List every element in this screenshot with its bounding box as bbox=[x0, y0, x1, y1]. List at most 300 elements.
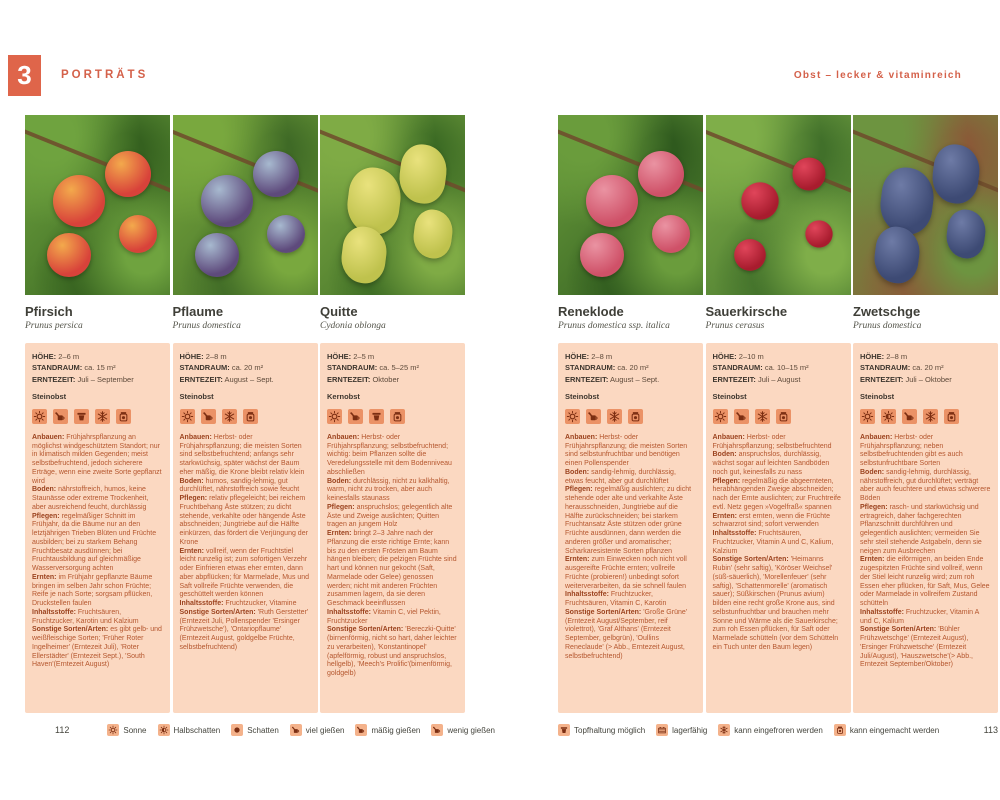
section-text: Fruchtzucker, Fruchtsäuren, Vitamin C, Karotin bbox=[565, 591, 667, 607]
fruit-shape bbox=[741, 182, 778, 219]
fruit-shape bbox=[805, 220, 832, 247]
watering-can-icon bbox=[348, 409, 363, 424]
info-section bbox=[327, 530, 458, 609]
section-text: regelmäßig die abgeernteten, herabhängenden Zweige abschneiden; nach der Ernte auslichten; zur Fruchtreife evtl. Netz gegen »Vogelfraß« spannen bbox=[712, 477, 841, 511]
sun-icon bbox=[327, 409, 342, 424]
fruit-shape bbox=[638, 151, 684, 197]
section-text: vollreif, wenn der Fruchtstiel leicht runzelig ist; zum sofortigen Verzehr oder Einfrieren etwas eher ernten, dann aber abpflücken; für Marmelade, Mus und Saft vollreife Früchte verwenden, die geschüttelt werden können bbox=[179, 547, 310, 599]
fact-row bbox=[327, 362, 458, 373]
legend-label: wenig gießen bbox=[447, 725, 495, 735]
fruit-shape bbox=[53, 175, 105, 227]
fact-label: STANDRAUM: bbox=[32, 363, 83, 373]
fruit-category: Steinobst bbox=[860, 391, 895, 401]
info-section bbox=[860, 434, 991, 469]
fact-label: ERNTEZEIT: bbox=[327, 374, 371, 384]
section-text: durchlässig, nicht zu kalkhaltig, warm, nicht zu trocken, aber auch keinesfalls staunass bbox=[327, 477, 450, 502]
page-number-left: 112 bbox=[55, 725, 70, 735]
info-section bbox=[327, 609, 458, 627]
running-header: Obst – lecker & vitaminreich bbox=[793, 70, 962, 81]
section-text: humos, sandig-lehmig, gut durchlüftet, nährstoffreich sowie feucht bbox=[179, 477, 300, 494]
legend-right bbox=[558, 724, 939, 736]
fruit-info-card bbox=[320, 343, 465, 713]
info-section bbox=[565, 591, 696, 609]
legend-item bbox=[290, 724, 345, 736]
section-label: Pflegen: bbox=[565, 486, 593, 494]
fact-label: HÖHE: bbox=[179, 352, 204, 361]
section-label: Inhaltsstoffe: bbox=[565, 591, 609, 599]
fruit-entry bbox=[558, 115, 703, 713]
legend-item bbox=[558, 724, 645, 736]
jar-icon bbox=[834, 724, 846, 736]
snowflake-icon bbox=[718, 724, 730, 736]
legend-label: viel gießen bbox=[305, 725, 345, 735]
info-section bbox=[860, 504, 991, 557]
jar-icon bbox=[944, 409, 959, 424]
section-label: Anbauen: bbox=[327, 433, 360, 441]
legend-left bbox=[107, 724, 495, 736]
info-sections bbox=[32, 434, 163, 670]
fruit-entry bbox=[853, 115, 998, 713]
fact-row bbox=[180, 374, 311, 385]
fact-value: 2–6 m bbox=[58, 352, 80, 361]
watering-can-icon bbox=[53, 409, 68, 424]
fact-label: ERNTEZEIT: bbox=[32, 374, 76, 384]
section-text: sandig-lehmig, durchlässig, etwas feucht, aber gut durchlüftet bbox=[565, 468, 676, 485]
info-section bbox=[860, 469, 991, 504]
section-label: Sonstige Sorten/Arten: bbox=[327, 626, 404, 634]
info-section bbox=[32, 574, 163, 609]
watering-can-icon bbox=[734, 409, 749, 424]
info-section bbox=[180, 548, 311, 601]
info-section bbox=[327, 504, 458, 530]
section-label: Anbauen: bbox=[860, 433, 893, 441]
legend-label: kann eingemacht werden bbox=[849, 725, 940, 735]
section-text: Fruchtzucker, Vitamine bbox=[225, 600, 297, 607]
branch-decoration bbox=[706, 126, 851, 202]
section-text: Fruchtsäuren, Fruchtzucker, Vitamin A und C, Kalium, Kalzium bbox=[712, 530, 834, 555]
section-text: 'Bereczki-Quitte' (birnenförmig, nicht so hart, daher leichter zu verarbeiten), 'Konstantinopel' (apfelförmig, robust und anspruchslos, hellgelb), 'Meech's Prolific'(birnenförmig, goldgelb) bbox=[327, 626, 457, 677]
half-sun-icon bbox=[158, 724, 170, 736]
info-sections bbox=[713, 434, 844, 653]
fruit-latin-name: Prunus domestica ssp. italica bbox=[558, 321, 670, 331]
section-text: Frühjahrspflanzung an möglichst windgeschütztem Standort; nur in klimatisch milden Gegenden; meist selbstbefruchtend, jedoch sicherere Erträge, wenn eine zweite Sorte gepflanzt wird bbox=[32, 433, 162, 485]
fruit-shape bbox=[411, 206, 454, 262]
watering-can-icon bbox=[902, 409, 917, 424]
info-section bbox=[565, 434, 696, 469]
info-section bbox=[327, 626, 458, 679]
section-text: es gibt gelb- und weißfleischige Sorten; 'Früher Roter Ingelheimer' (Erntezeit Juli), 'Roter Ellerstädter' (Erntezeit Sept.), 'South Haven'(Erntezeit August) bbox=[32, 626, 162, 669]
legend-label: Schatten bbox=[247, 725, 279, 735]
info-section bbox=[327, 434, 458, 478]
crate-icon bbox=[656, 724, 668, 736]
attribute-icon-row bbox=[180, 409, 311, 424]
section-label: Sonstige Sorten/Arten: bbox=[32, 626, 109, 634]
sun-icon bbox=[713, 409, 728, 424]
fact-label: ERNTEZEIT: bbox=[565, 374, 609, 384]
section-label: Pflegen: bbox=[860, 503, 888, 511]
section-text: Herbst- oder Frühjahrspflanzung; selbstbefruchtend bbox=[712, 433, 832, 450]
section-text: bringt 2–3 Jahre nach der Pflanzung die erste richtige Ernte; kann bis zu den ersten Frösten am Baum hängen bleiben; die pelzigen Früchte sind hart und können nur gekocht (Saft, Marmelade oder Gelee) genossen werden; nicht mit anderen Früchten zusammen lagern, da sie deren Geschmack beeinflussen bbox=[327, 530, 457, 607]
fruit-latin-name: Cydonia oblonga bbox=[320, 321, 386, 331]
legend-label: Halbschatten bbox=[173, 725, 221, 735]
legend-item bbox=[431, 724, 495, 736]
fact-value: ca. 15 m² bbox=[84, 363, 116, 373]
section-label: Inhaltsstoffe: bbox=[32, 608, 76, 616]
legend-label: kann eingefroren werden bbox=[734, 725, 823, 735]
section-text: Herbst- oder Frühjahrspflanzung; neben selbstbefruchtenden gibt es auch selbstunfruchtbare Sorten bbox=[860, 433, 963, 467]
fruit-entry bbox=[320, 115, 465, 713]
section-label: Anbauen: bbox=[565, 433, 598, 441]
info-section bbox=[180, 478, 311, 496]
section-text: nährstoffreich, humos, keine Staunässe oder extreme Trockenheit, aber ausreichend feucht, durchlässig bbox=[32, 486, 149, 511]
fruit-category: Steinobst bbox=[32, 391, 67, 401]
section-text: die eiförmigen, an beiden Ende zugespitzten Früchte sind vollreif, wenn der Stiel leicht runzelig wird; zum roh Essen eher pflücken, für Saft, Mus, Gelee oder Marmelade in vollreifem Zustand schütteln bbox=[860, 556, 990, 607]
fruit-info-card bbox=[853, 343, 998, 713]
info-section bbox=[565, 469, 696, 487]
fact-value: 2–8 m bbox=[886, 352, 908, 361]
fact-value: ca. 20 m² bbox=[912, 363, 944, 373]
info-section bbox=[32, 626, 163, 670]
fact-label: HÖHE: bbox=[327, 352, 352, 361]
watering-can-icon bbox=[290, 724, 302, 736]
info-section bbox=[713, 556, 844, 652]
fact-row bbox=[565, 362, 696, 373]
fact-label: ERNTEZEIT: bbox=[179, 374, 223, 384]
fact-row bbox=[713, 374, 844, 385]
snowflake-icon bbox=[95, 409, 110, 424]
legend-item bbox=[231, 724, 279, 736]
fact-value: 2–5 m bbox=[353, 352, 375, 361]
fruit-shape bbox=[253, 151, 299, 197]
fruit-name: Pflaume bbox=[172, 304, 224, 319]
section-label: Boden: bbox=[712, 451, 737, 459]
fact-label: HÖHE: bbox=[712, 352, 737, 361]
fruit-shape bbox=[930, 140, 983, 207]
fruit-shape bbox=[792, 157, 825, 190]
fruit-photo bbox=[706, 115, 851, 295]
fruit-shape bbox=[586, 175, 638, 227]
chapter-number-tab bbox=[8, 55, 41, 96]
info-section bbox=[565, 556, 696, 591]
section-text: regelmäßiger Schnitt im Frühjahr, da die Bäume nur an den letztjährigen Trieben Blüten und Früchte ausbilden; bei zu starkem Behang Fruchtbesatz ausdünnen; bei Fruchtausbildung auf gleichmäßige Wasserversorgung achten bbox=[32, 512, 157, 572]
legend-label: mäßig gießen bbox=[371, 725, 421, 735]
section-text: zum Einwecken noch nicht voll ausgereifte Früchte ernten; vollreife Früchte (probieren!) unbedingt sofort weiterverarbeiten, da sie schnell faulen bbox=[565, 556, 687, 590]
fact-label: STANDRAUM: bbox=[565, 363, 616, 373]
snowflake-icon bbox=[923, 409, 938, 424]
section-label: Boden: bbox=[179, 477, 204, 485]
sun-icon bbox=[860, 409, 875, 424]
section-text: 'Große Grüne' (Erntezeit August/September, reif violettrot), 'Graf Althans' (Erntezeit September, gelbgrün), 'Oullins Reneclaude' (> Abb., Erntezeit August, selbstbefruchtend) bbox=[565, 608, 688, 660]
jar-icon bbox=[390, 409, 405, 424]
fact-label: STANDRAUM: bbox=[327, 363, 378, 373]
fact-value: ca. 5–25 m² bbox=[379, 363, 419, 373]
fruit-shape bbox=[652, 215, 690, 253]
info-sections bbox=[327, 434, 458, 679]
section-label: Ernten: bbox=[565, 556, 590, 564]
legend-item bbox=[158, 724, 221, 736]
fruit-shape bbox=[734, 239, 766, 271]
section-text: Herbst- oder Frühjahrspflanzung; die meisten Sorten sind selbstunfruchtbar und benötigen einen Pollenspender bbox=[565, 433, 688, 467]
legend-item bbox=[656, 724, 707, 736]
legend-label: Topfhaltung möglich bbox=[574, 725, 646, 735]
fruit-category: Steinobst bbox=[179, 391, 214, 401]
fruit-name: Sauerkirsche bbox=[705, 304, 788, 319]
snowflake-icon bbox=[755, 409, 770, 424]
fact-row bbox=[565, 351, 696, 362]
fact-row bbox=[860, 362, 991, 373]
info-section bbox=[713, 513, 844, 531]
info-sections bbox=[565, 434, 696, 662]
section-label: Ernten: bbox=[179, 547, 204, 555]
watering-can-icon bbox=[586, 409, 601, 424]
fruit-shape bbox=[119, 215, 157, 253]
page-left bbox=[25, 115, 465, 713]
shade-icon bbox=[231, 724, 243, 736]
fact-row bbox=[713, 362, 844, 373]
section-text: sandig-lehmig, durchlässig, nährstoffreich, gut durchlüftet; verträgt aber auch feuchtere und etwas schwerere Böden bbox=[860, 468, 991, 502]
fruit-info-card bbox=[558, 343, 703, 713]
section-label: Anbauen: bbox=[32, 433, 65, 441]
fruit-shape bbox=[47, 233, 91, 277]
fruit-latin-name: Prunus domestica bbox=[172, 321, 241, 331]
fact-value: August – Sept. bbox=[610, 374, 660, 384]
fact-row bbox=[327, 351, 458, 362]
section-label: Ernten: bbox=[327, 530, 352, 537]
section-label: Inhaltsstoffe: bbox=[179, 600, 224, 607]
fruit-columns-right bbox=[558, 115, 998, 713]
section-text: Herbst- oder Frühjahrspflanzung; die meisten Sorten sind selbstbefruchtend; anfangs sehr starkwüchsig, später wächst der Baum eher mäßig, die Krone bleibt relativ klein bbox=[179, 433, 305, 476]
info-section bbox=[32, 486, 163, 512]
fruit-name: Quitte bbox=[320, 304, 358, 319]
info-section bbox=[713, 434, 844, 452]
fruit-info-card bbox=[25, 343, 170, 713]
attribute-icon-row bbox=[327, 409, 458, 424]
fact-row bbox=[327, 374, 458, 385]
section-label: Pflegen: bbox=[712, 477, 741, 485]
section-label: Sonstige Sorten/Arten: bbox=[179, 608, 256, 616]
section-label: Inhaltsstoffe: bbox=[327, 608, 371, 616]
section-text: Fruchtsäuren, Fruchtzucker, Karotin und Kalzium bbox=[32, 608, 139, 625]
fact-value: Oktober bbox=[372, 374, 400, 384]
section-label: Sonstige Sorten/Arten: bbox=[565, 608, 642, 616]
fact-label: STANDRAUM: bbox=[179, 363, 230, 373]
section-text: erst ernten, wenn die Früchte schwarzrot sind; sofort verwenden bbox=[712, 512, 831, 529]
fruit-photo bbox=[25, 115, 170, 295]
info-section bbox=[860, 626, 991, 670]
section-text: Vitamin C, viel Pektin, Fruchtzucker bbox=[327, 608, 441, 625]
legend-item bbox=[107, 724, 146, 736]
fruit-shape bbox=[397, 140, 450, 207]
section-label: Inhaltsstoffe: bbox=[860, 608, 904, 616]
section-text: Herbst- oder Frühjahrspflanzung; selbstbefruchtend; wichtig: beim Pflanzen sollte die Veredelungsstelle mit dem Bodenniveau abschließen bbox=[327, 433, 452, 476]
fruit-category: Kernobst bbox=[327, 391, 360, 401]
jar-icon bbox=[116, 409, 131, 424]
section-label: Pflegen: bbox=[179, 495, 208, 502]
jar-icon bbox=[776, 409, 791, 424]
info-section bbox=[327, 478, 458, 504]
info-section bbox=[860, 609, 991, 627]
info-section bbox=[180, 495, 311, 548]
sun-icon bbox=[565, 409, 580, 424]
fruit-photo bbox=[558, 115, 703, 295]
section-title: PORTRÄTS bbox=[61, 69, 149, 81]
section-label: Anbauen: bbox=[712, 433, 745, 441]
section-label: Boden: bbox=[860, 468, 885, 476]
fact-label: STANDRAUM: bbox=[712, 363, 763, 373]
attribute-icon-row bbox=[860, 409, 991, 424]
fact-label: ERNTEZEIT: bbox=[860, 374, 904, 384]
fact-label: HÖHE: bbox=[565, 352, 590, 361]
info-sections bbox=[860, 434, 991, 670]
fact-label: ERNTEZEIT: bbox=[712, 374, 756, 384]
fruit-latin-name: Prunus cerasus bbox=[705, 321, 765, 331]
info-section bbox=[32, 513, 163, 574]
legend-item bbox=[718, 724, 823, 736]
fact-label: HÖHE: bbox=[32, 352, 57, 361]
section-label: Ernten: bbox=[712, 512, 737, 520]
section-label: Boden: bbox=[32, 486, 57, 494]
section-text: im Frühjahr gepflanzte Bäume bringen im selben Jahr schon Früchte; Reife je nach Sorte; sorgsam pflücken, Druckstellen faulen bbox=[32, 573, 153, 607]
fact-row bbox=[860, 374, 991, 385]
chapter-number: 3 bbox=[17, 60, 32, 90]
attribute-icon-row bbox=[713, 409, 844, 424]
section-text: 'Heimanns Rubin' (sehr saftig), 'Köröser Weichsel' (süß-säuerlich), 'Morellenfeuer' (sehr saftig), 'Schattenmorelle' (aromatisch sauer); Süßkirschen (Prunus avium) bilden eine recht große Krone aus, sind selbstunfruchtbar und brauchen mehr Sonne und Wärme als die Sauerkirsche; zum roh Essen pflücken, für Saft oder Marmelade schütteln (vor dem Schütteln ein Tuch unter den Baum legen) bbox=[712, 556, 839, 651]
fact-value: 2–8 m bbox=[205, 352, 227, 361]
section-label: Inhaltsstoffe: bbox=[712, 530, 757, 537]
fact-row bbox=[713, 351, 844, 362]
watering-can-icon bbox=[355, 724, 367, 736]
section-text: regelmäßig auslichten; zu dicht stehende oder alte und verkahlte Äste herausschneiden, Jungtriebe auf die Hälfte zurückschneiden; bei starkem Fruchtansatz Äste stützen oder grüne Früchte ausdünnen, dann werden die anderen größer und aromatischer; Scharkaresistente Sorten pflanzen bbox=[565, 486, 692, 555]
fruit-shape bbox=[580, 233, 624, 277]
watering-can-icon bbox=[431, 724, 443, 736]
fruit-entry bbox=[173, 115, 318, 713]
fact-row bbox=[32, 351, 163, 362]
pot-icon bbox=[74, 409, 89, 424]
fruit-shape bbox=[201, 175, 253, 227]
section-text: 'Bühler Frühzwetschge' (Erntezeit August), 'Ersinger Frühzwetsche' (Erntezeit Juli/August), 'Hauszwetsche'(> Abb., Erntezeit September/Oktober) bbox=[860, 626, 973, 669]
sun-icon bbox=[107, 724, 119, 736]
section-label: Anbauen: bbox=[179, 433, 212, 441]
fruit-columns-left bbox=[25, 115, 465, 713]
fact-row bbox=[565, 374, 696, 385]
fact-value: ca. 20 m² bbox=[617, 363, 649, 373]
page-right bbox=[558, 115, 998, 713]
section-label: Pflegen: bbox=[32, 512, 60, 520]
fact-label: HÖHE: bbox=[860, 352, 885, 361]
fruit-name: Zwetschge bbox=[853, 304, 921, 319]
section-label: Boden: bbox=[327, 477, 352, 485]
fruit-shape bbox=[944, 206, 987, 262]
section-label: Sonstige Sorten/Arten: bbox=[860, 626, 937, 634]
fruit-name: Pfirsich bbox=[25, 304, 73, 319]
pot-icon bbox=[369, 409, 384, 424]
fact-value: 2–8 m bbox=[591, 352, 613, 361]
section-text: 'Ruth Gerstetter' (Erntezeit Juli, Pollenspender 'Ersinger Frühzwetsche'), 'Ontariopflaume' (Erntezeit August, goldgelbe Früchte, selbstbefruchtend) bbox=[179, 608, 309, 651]
fact-row bbox=[180, 351, 311, 362]
fruit-latin-name: Prunus persica bbox=[25, 321, 83, 331]
info-section bbox=[180, 600, 311, 609]
half-sun-icon bbox=[881, 409, 896, 424]
fact-value: 2–10 m bbox=[738, 352, 764, 361]
section-label: Boden: bbox=[565, 468, 590, 476]
page-number-right: 113 bbox=[983, 725, 998, 735]
section-label: Sonstige Sorten/Arten: bbox=[712, 556, 789, 564]
fruit-entry bbox=[25, 115, 170, 713]
info-section bbox=[180, 609, 311, 653]
info-section bbox=[32, 609, 163, 627]
fruit-shape bbox=[105, 151, 151, 197]
info-section bbox=[32, 434, 163, 487]
info-sections bbox=[180, 434, 311, 653]
fruit-info-card bbox=[173, 343, 318, 713]
fact-value: Juli – Oktober bbox=[905, 374, 952, 384]
fruit-category: Steinobst bbox=[565, 391, 600, 401]
section-label: Ernten: bbox=[860, 556, 885, 564]
sun-icon bbox=[32, 409, 47, 424]
fact-label: STANDRAUM: bbox=[860, 363, 911, 373]
legend-item bbox=[355, 724, 420, 736]
fruit-entry bbox=[706, 115, 851, 713]
attribute-icon-row bbox=[565, 409, 696, 424]
fruit-latin-name: Prunus domestica bbox=[853, 321, 922, 331]
info-section bbox=[713, 478, 844, 513]
info-section bbox=[565, 609, 696, 662]
fact-value: August – Sept. bbox=[224, 374, 274, 384]
page-footer-right bbox=[558, 724, 998, 736]
section-label: Pflegen: bbox=[327, 503, 355, 511]
fact-value: ca. 20 m² bbox=[231, 363, 264, 373]
section-text: relativ pflegeleicht; bei reichem Fruchtbehang Äste stützen; zu dicht stehende, verkahlte oder hängende Äste abschneiden; Jungtriebe auf die Hälfte einkürzen, das fördert die Verjüngung der Krone bbox=[179, 495, 308, 546]
fruit-shape bbox=[267, 215, 305, 253]
fact-row bbox=[32, 362, 163, 373]
fruit-photo bbox=[320, 115, 465, 295]
legend-item bbox=[834, 724, 939, 736]
jar-icon bbox=[243, 409, 258, 424]
fact-row bbox=[180, 362, 311, 373]
jar-icon bbox=[628, 409, 643, 424]
legend-label: lagerfähig bbox=[672, 725, 708, 735]
fruit-shape bbox=[195, 233, 239, 277]
info-section bbox=[180, 434, 311, 478]
fruit-name: Reneklode bbox=[558, 304, 624, 319]
fact-row bbox=[32, 374, 163, 385]
legend-label: Sonne bbox=[123, 725, 147, 735]
fact-value: ca. 10–15 m² bbox=[764, 363, 809, 373]
section-text: anspruchslos; gelegentlich alte Äste und Zweige auslichten; Quitten tragen an jungem Holz bbox=[327, 503, 453, 529]
section-text: Fruchtzucker, Vitamin A und C, Kalium bbox=[860, 608, 979, 625]
fruit-info-card bbox=[706, 343, 851, 713]
snowflake-icon bbox=[607, 409, 622, 424]
pot-icon bbox=[558, 724, 570, 736]
fact-row bbox=[860, 351, 991, 362]
info-section bbox=[565, 486, 696, 556]
fruit-photo bbox=[853, 115, 998, 295]
watering-can-icon bbox=[201, 409, 216, 424]
attribute-icon-row bbox=[32, 409, 163, 424]
page-footer-left bbox=[55, 724, 495, 736]
info-section bbox=[860, 556, 991, 609]
snowflake-icon bbox=[222, 409, 237, 424]
sun-icon bbox=[180, 409, 195, 424]
section-text: rasch- und starkwüchsig und ertragreich, daher fachgerechten Pflanzschnitt durchführen und gelegentlich auslichten; vermeiden Sie sehr steil stehende Astgabeln, denn sie neigen zum Ausbrechen bbox=[860, 503, 982, 555]
fruit-photo bbox=[173, 115, 318, 295]
info-section bbox=[713, 530, 844, 556]
fruit-category: Steinobst bbox=[712, 391, 747, 401]
fact-value: Juli – September bbox=[77, 374, 134, 384]
section-text: anspruchslos, durchlässig, wächst sogar auf leichten Sandböden noch gut, keinesfalls zu nass bbox=[712, 451, 830, 476]
section-label: Ernten: bbox=[32, 573, 57, 581]
info-section bbox=[713, 451, 844, 477]
